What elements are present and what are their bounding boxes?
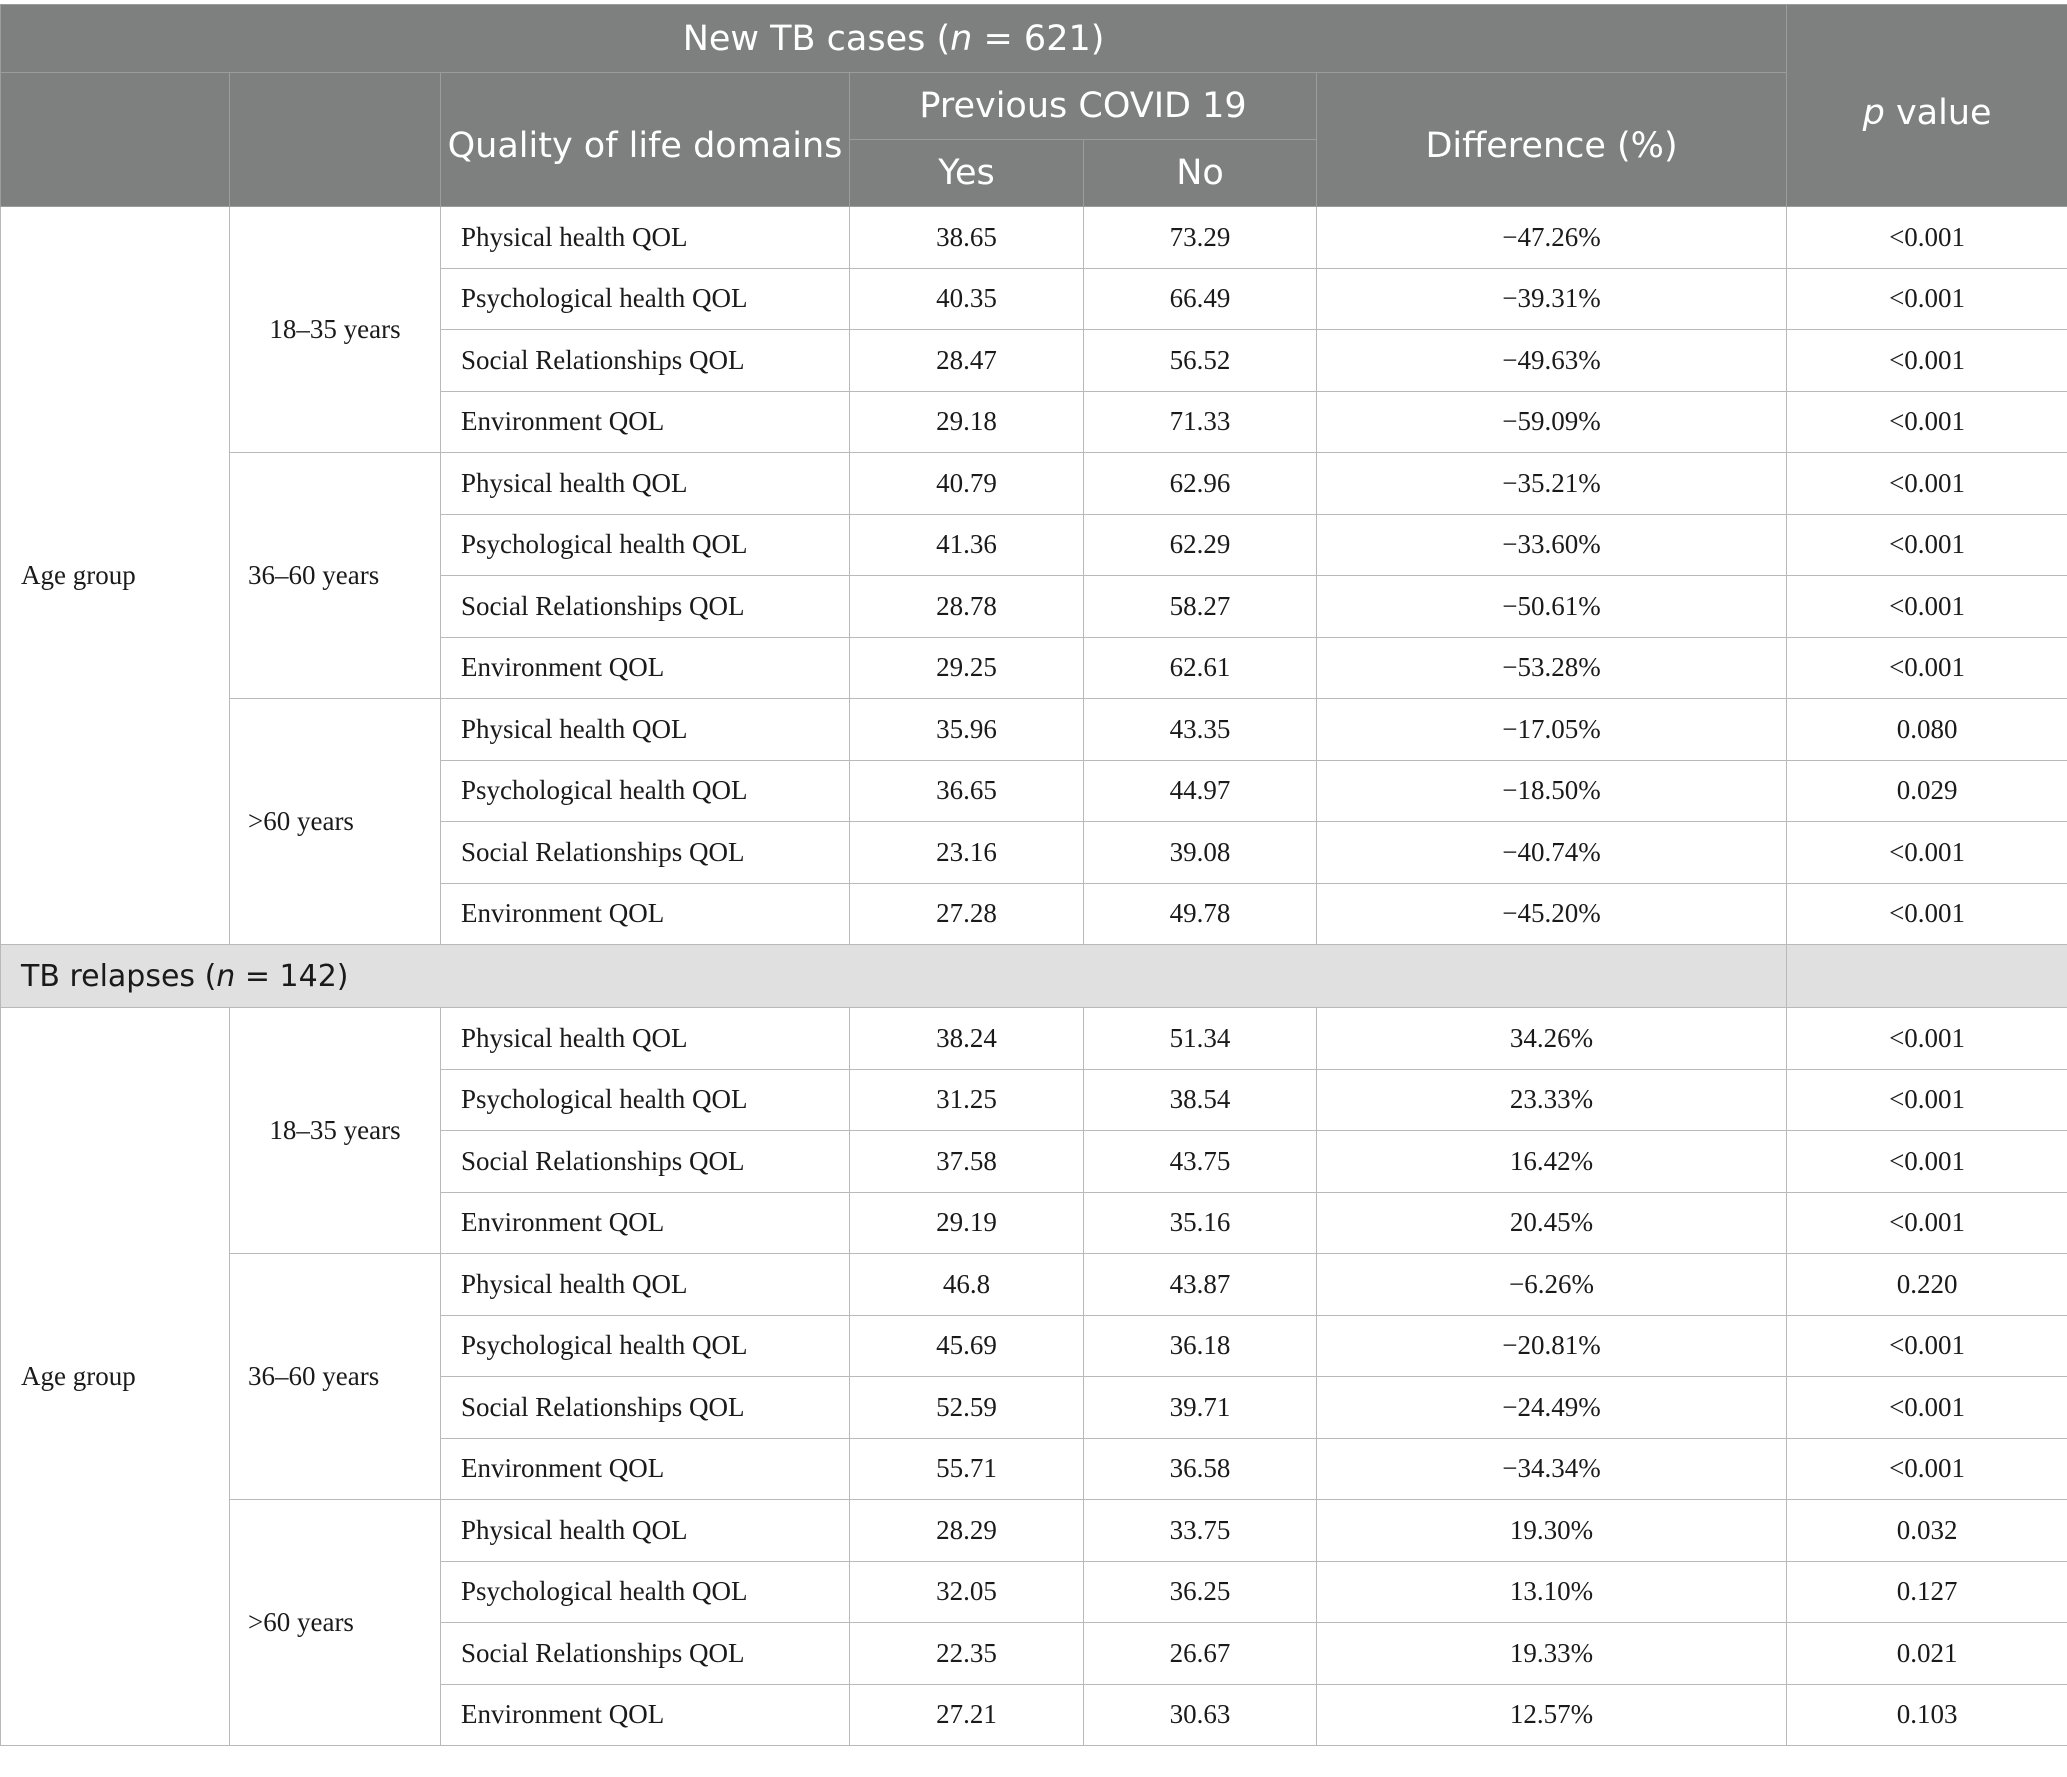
age-band-label: >60 years bbox=[230, 1500, 441, 1746]
domain-cell: Social Relationships QOL bbox=[441, 822, 850, 884]
yes-cell: 29.18 bbox=[850, 391, 1084, 453]
domain-cell: Physical health QOL bbox=[441, 207, 850, 269]
difference-cell: 12.57% bbox=[1317, 1684, 1787, 1746]
domain-cell: Social Relationships QOL bbox=[441, 1623, 850, 1685]
header-blank-2 bbox=[230, 73, 441, 207]
difference-cell: −50.61% bbox=[1317, 576, 1787, 638]
yes-cell: 27.28 bbox=[850, 883, 1084, 945]
p-value-cell: 0.103 bbox=[1787, 1684, 2067, 1746]
difference-cell: −18.50% bbox=[1317, 760, 1787, 822]
domain-cell: Physical health QOL bbox=[441, 699, 850, 761]
yes-cell: 23.16 bbox=[850, 822, 1084, 884]
previous-covid-header: Previous COVID 19 bbox=[850, 73, 1317, 140]
header-row-2 bbox=[1, 73, 2067, 140]
no-cell: 26.67 bbox=[1084, 1623, 1317, 1685]
yes-cell: 40.35 bbox=[850, 268, 1084, 330]
table-row bbox=[1, 1008, 2067, 1070]
yes-cell: 28.78 bbox=[850, 576, 1084, 638]
domain-cell: Physical health QOL bbox=[441, 453, 850, 515]
domain-cell: Social Relationships QOL bbox=[441, 1131, 850, 1193]
p-value-cell: 0.080 bbox=[1787, 699, 2067, 761]
domain-cell: Environment QOL bbox=[441, 1684, 850, 1746]
yes-cell: 40.79 bbox=[850, 453, 1084, 515]
no-cell: 43.87 bbox=[1084, 1254, 1317, 1316]
no-cell: 71.33 bbox=[1084, 391, 1317, 453]
p-value-cell: <0.001 bbox=[1787, 207, 2067, 269]
p-value-cell: <0.001 bbox=[1787, 330, 2067, 392]
no-cell: 33.75 bbox=[1084, 1500, 1317, 1562]
no-cell: 39.71 bbox=[1084, 1377, 1317, 1439]
n-symbol: n bbox=[950, 18, 973, 59]
yes-cell: 46.8 bbox=[850, 1254, 1084, 1316]
domain-cell: Psychological health QOL bbox=[441, 1315, 850, 1377]
domain-cell: Physical health QOL bbox=[441, 1500, 850, 1562]
p-value-cell: <0.001 bbox=[1787, 883, 2067, 945]
yes-cell: 31.25 bbox=[850, 1069, 1084, 1131]
no-cell: 43.35 bbox=[1084, 699, 1317, 761]
no-cell: 62.61 bbox=[1084, 637, 1317, 699]
no-cell: 62.29 bbox=[1084, 514, 1317, 576]
difference-cell: −33.60% bbox=[1317, 514, 1787, 576]
no-cell: 44.97 bbox=[1084, 760, 1317, 822]
difference-cell: −6.26% bbox=[1317, 1254, 1787, 1316]
difference-cell: 19.30% bbox=[1317, 1500, 1787, 1562]
new-cases-suffix: = 621) bbox=[972, 18, 1105, 59]
yes-cell: 41.36 bbox=[850, 514, 1084, 576]
age-group-label: Age group bbox=[1, 207, 230, 945]
domain-cell: Psychological health QOL bbox=[441, 1561, 850, 1623]
age-band-label: 18–35 years bbox=[230, 207, 441, 453]
relapses-section-row bbox=[1, 945, 2067, 1008]
no-cell: 73.29 bbox=[1084, 207, 1317, 269]
p-value-cell: <0.001 bbox=[1787, 1377, 2067, 1439]
relapses-n-symbol: n bbox=[216, 958, 236, 994]
domain-cell: Environment QOL bbox=[441, 391, 850, 453]
domain-cell: Environment QOL bbox=[441, 883, 850, 945]
no-cell: 51.34 bbox=[1084, 1008, 1317, 1070]
table-row bbox=[1, 453, 2067, 515]
domain-cell: Psychological health QOL bbox=[441, 514, 850, 576]
p-value-cell: <0.001 bbox=[1787, 391, 2067, 453]
no-cell: 49.78 bbox=[1084, 883, 1317, 945]
p-value-cell: 0.021 bbox=[1787, 1623, 2067, 1685]
difference-cell: −39.31% bbox=[1317, 268, 1787, 330]
table-row bbox=[1, 1500, 2067, 1562]
yes-cell: 52.59 bbox=[850, 1377, 1084, 1439]
yes-cell: 36.65 bbox=[850, 760, 1084, 822]
no-header: No bbox=[1084, 140, 1317, 207]
no-cell: 58.27 bbox=[1084, 576, 1317, 638]
difference-cell: −49.63% bbox=[1317, 330, 1787, 392]
domain-cell: Environment QOL bbox=[441, 1438, 850, 1500]
difference-cell: −34.34% bbox=[1317, 1438, 1787, 1500]
p-value-cell: 0.220 bbox=[1787, 1254, 2067, 1316]
no-cell: 43.75 bbox=[1084, 1131, 1317, 1193]
no-cell: 30.63 bbox=[1084, 1684, 1317, 1746]
p-value-cell: <0.001 bbox=[1787, 822, 2067, 884]
yes-cell: 28.29 bbox=[850, 1500, 1084, 1562]
relapses-section-blank bbox=[1787, 945, 2067, 1008]
p-value-cell: <0.001 bbox=[1787, 1008, 2067, 1070]
no-cell: 62.96 bbox=[1084, 453, 1317, 515]
difference-cell: 19.33% bbox=[1317, 1623, 1787, 1685]
relapses-suffix: = 142) bbox=[235, 958, 349, 994]
no-cell: 39.08 bbox=[1084, 822, 1317, 884]
no-cell: 36.25 bbox=[1084, 1561, 1317, 1623]
p-value-cell: <0.001 bbox=[1787, 637, 2067, 699]
yes-cell: 29.19 bbox=[850, 1192, 1084, 1254]
yes-cell: 55.71 bbox=[850, 1438, 1084, 1500]
table-row bbox=[1, 1254, 2067, 1316]
p-value-cell: <0.001 bbox=[1787, 453, 2067, 515]
p-value-cell: 0.127 bbox=[1787, 1561, 2067, 1623]
domain-cell: Psychological health QOL bbox=[441, 760, 850, 822]
difference-header: Difference (%) bbox=[1317, 73, 1787, 207]
table-row bbox=[1, 207, 2067, 269]
p-value-cell: <0.001 bbox=[1787, 1131, 2067, 1193]
yes-cell: 29.25 bbox=[850, 637, 1084, 699]
difference-cell: −59.09% bbox=[1317, 391, 1787, 453]
age-band-label: 36–60 years bbox=[230, 453, 441, 699]
yes-cell: 45.69 bbox=[850, 1315, 1084, 1377]
yes-cell: 27.21 bbox=[850, 1684, 1084, 1746]
p-value-cell: <0.001 bbox=[1787, 576, 2067, 638]
p-suffix: value bbox=[1884, 92, 1992, 133]
domain-cell: Social Relationships QOL bbox=[441, 330, 850, 392]
domain-cell: Social Relationships QOL bbox=[441, 576, 850, 638]
header-blank-1 bbox=[1, 73, 230, 207]
relapses-prefix: TB relapses ( bbox=[21, 958, 217, 994]
domain-cell: Psychological health QOL bbox=[441, 268, 850, 330]
age-band-label: 18–35 years bbox=[230, 1008, 441, 1254]
header-row-1 bbox=[1, 5, 2067, 73]
no-cell: 66.49 bbox=[1084, 268, 1317, 330]
p-value-cell: 0.032 bbox=[1787, 1500, 2067, 1562]
difference-cell: 34.26% bbox=[1317, 1008, 1787, 1070]
p-value-cell: <0.001 bbox=[1787, 1192, 2067, 1254]
no-cell: 56.52 bbox=[1084, 330, 1317, 392]
p-value-cell: <0.001 bbox=[1787, 1069, 2067, 1131]
yes-cell: 38.24 bbox=[850, 1008, 1084, 1070]
domain-cell: Social Relationships QOL bbox=[441, 1377, 850, 1439]
difference-cell: −35.21% bbox=[1317, 453, 1787, 515]
yes-header: Yes bbox=[850, 140, 1084, 207]
domain-cell: Environment QOL bbox=[441, 637, 850, 699]
p-value-cell: <0.001 bbox=[1787, 268, 2067, 330]
p-value-cell: <0.001 bbox=[1787, 1438, 2067, 1500]
domain-cell: Environment QOL bbox=[441, 1192, 850, 1254]
yes-cell: 37.58 bbox=[850, 1131, 1084, 1193]
no-cell: 35.16 bbox=[1084, 1192, 1317, 1254]
p-value-cell: <0.001 bbox=[1787, 1315, 2067, 1377]
no-cell: 36.58 bbox=[1084, 1438, 1317, 1500]
p-value-cell: 0.029 bbox=[1787, 760, 2067, 822]
relapses-section-label bbox=[1, 945, 1787, 1008]
difference-cell: −24.49% bbox=[1317, 1377, 1787, 1439]
yes-cell: 32.05 bbox=[850, 1561, 1084, 1623]
difference-cell: −53.28% bbox=[1317, 637, 1787, 699]
difference-cell: 16.42% bbox=[1317, 1131, 1787, 1193]
qol-table bbox=[0, 4, 2067, 1746]
age-band-label: >60 years bbox=[230, 699, 441, 945]
difference-cell: 13.10% bbox=[1317, 1561, 1787, 1623]
p-symbol: p bbox=[1862, 92, 1885, 133]
difference-cell: −47.26% bbox=[1317, 207, 1787, 269]
age-band-label: 36–60 years bbox=[230, 1254, 441, 1500]
domain-cell: Physical health QOL bbox=[441, 1008, 850, 1070]
domain-cell: Psychological health QOL bbox=[441, 1069, 850, 1131]
difference-cell: −40.74% bbox=[1317, 822, 1787, 884]
table-row bbox=[1, 699, 2067, 761]
difference-cell: 23.33% bbox=[1317, 1069, 1787, 1131]
yes-cell: 38.65 bbox=[850, 207, 1084, 269]
difference-cell: −17.05% bbox=[1317, 699, 1787, 761]
yes-cell: 28.47 bbox=[850, 330, 1084, 392]
new-cases-header bbox=[1, 5, 1787, 73]
yes-cell: 22.35 bbox=[850, 1623, 1084, 1685]
p-value-header bbox=[1787, 5, 2067, 207]
yes-cell: 35.96 bbox=[850, 699, 1084, 761]
age-group-label: Age group bbox=[1, 1008, 230, 1746]
difference-cell: −45.20% bbox=[1317, 883, 1787, 945]
new-cases-prefix: New TB cases ( bbox=[682, 18, 951, 59]
domain-cell: Physical health QOL bbox=[441, 1254, 850, 1316]
no-cell: 36.18 bbox=[1084, 1315, 1317, 1377]
no-cell: 38.54 bbox=[1084, 1069, 1317, 1131]
p-value-cell: <0.001 bbox=[1787, 514, 2067, 576]
difference-cell: 20.45% bbox=[1317, 1192, 1787, 1254]
difference-cell: −20.81% bbox=[1317, 1315, 1787, 1377]
quality-domains-header: Quality of life domains bbox=[441, 73, 850, 207]
